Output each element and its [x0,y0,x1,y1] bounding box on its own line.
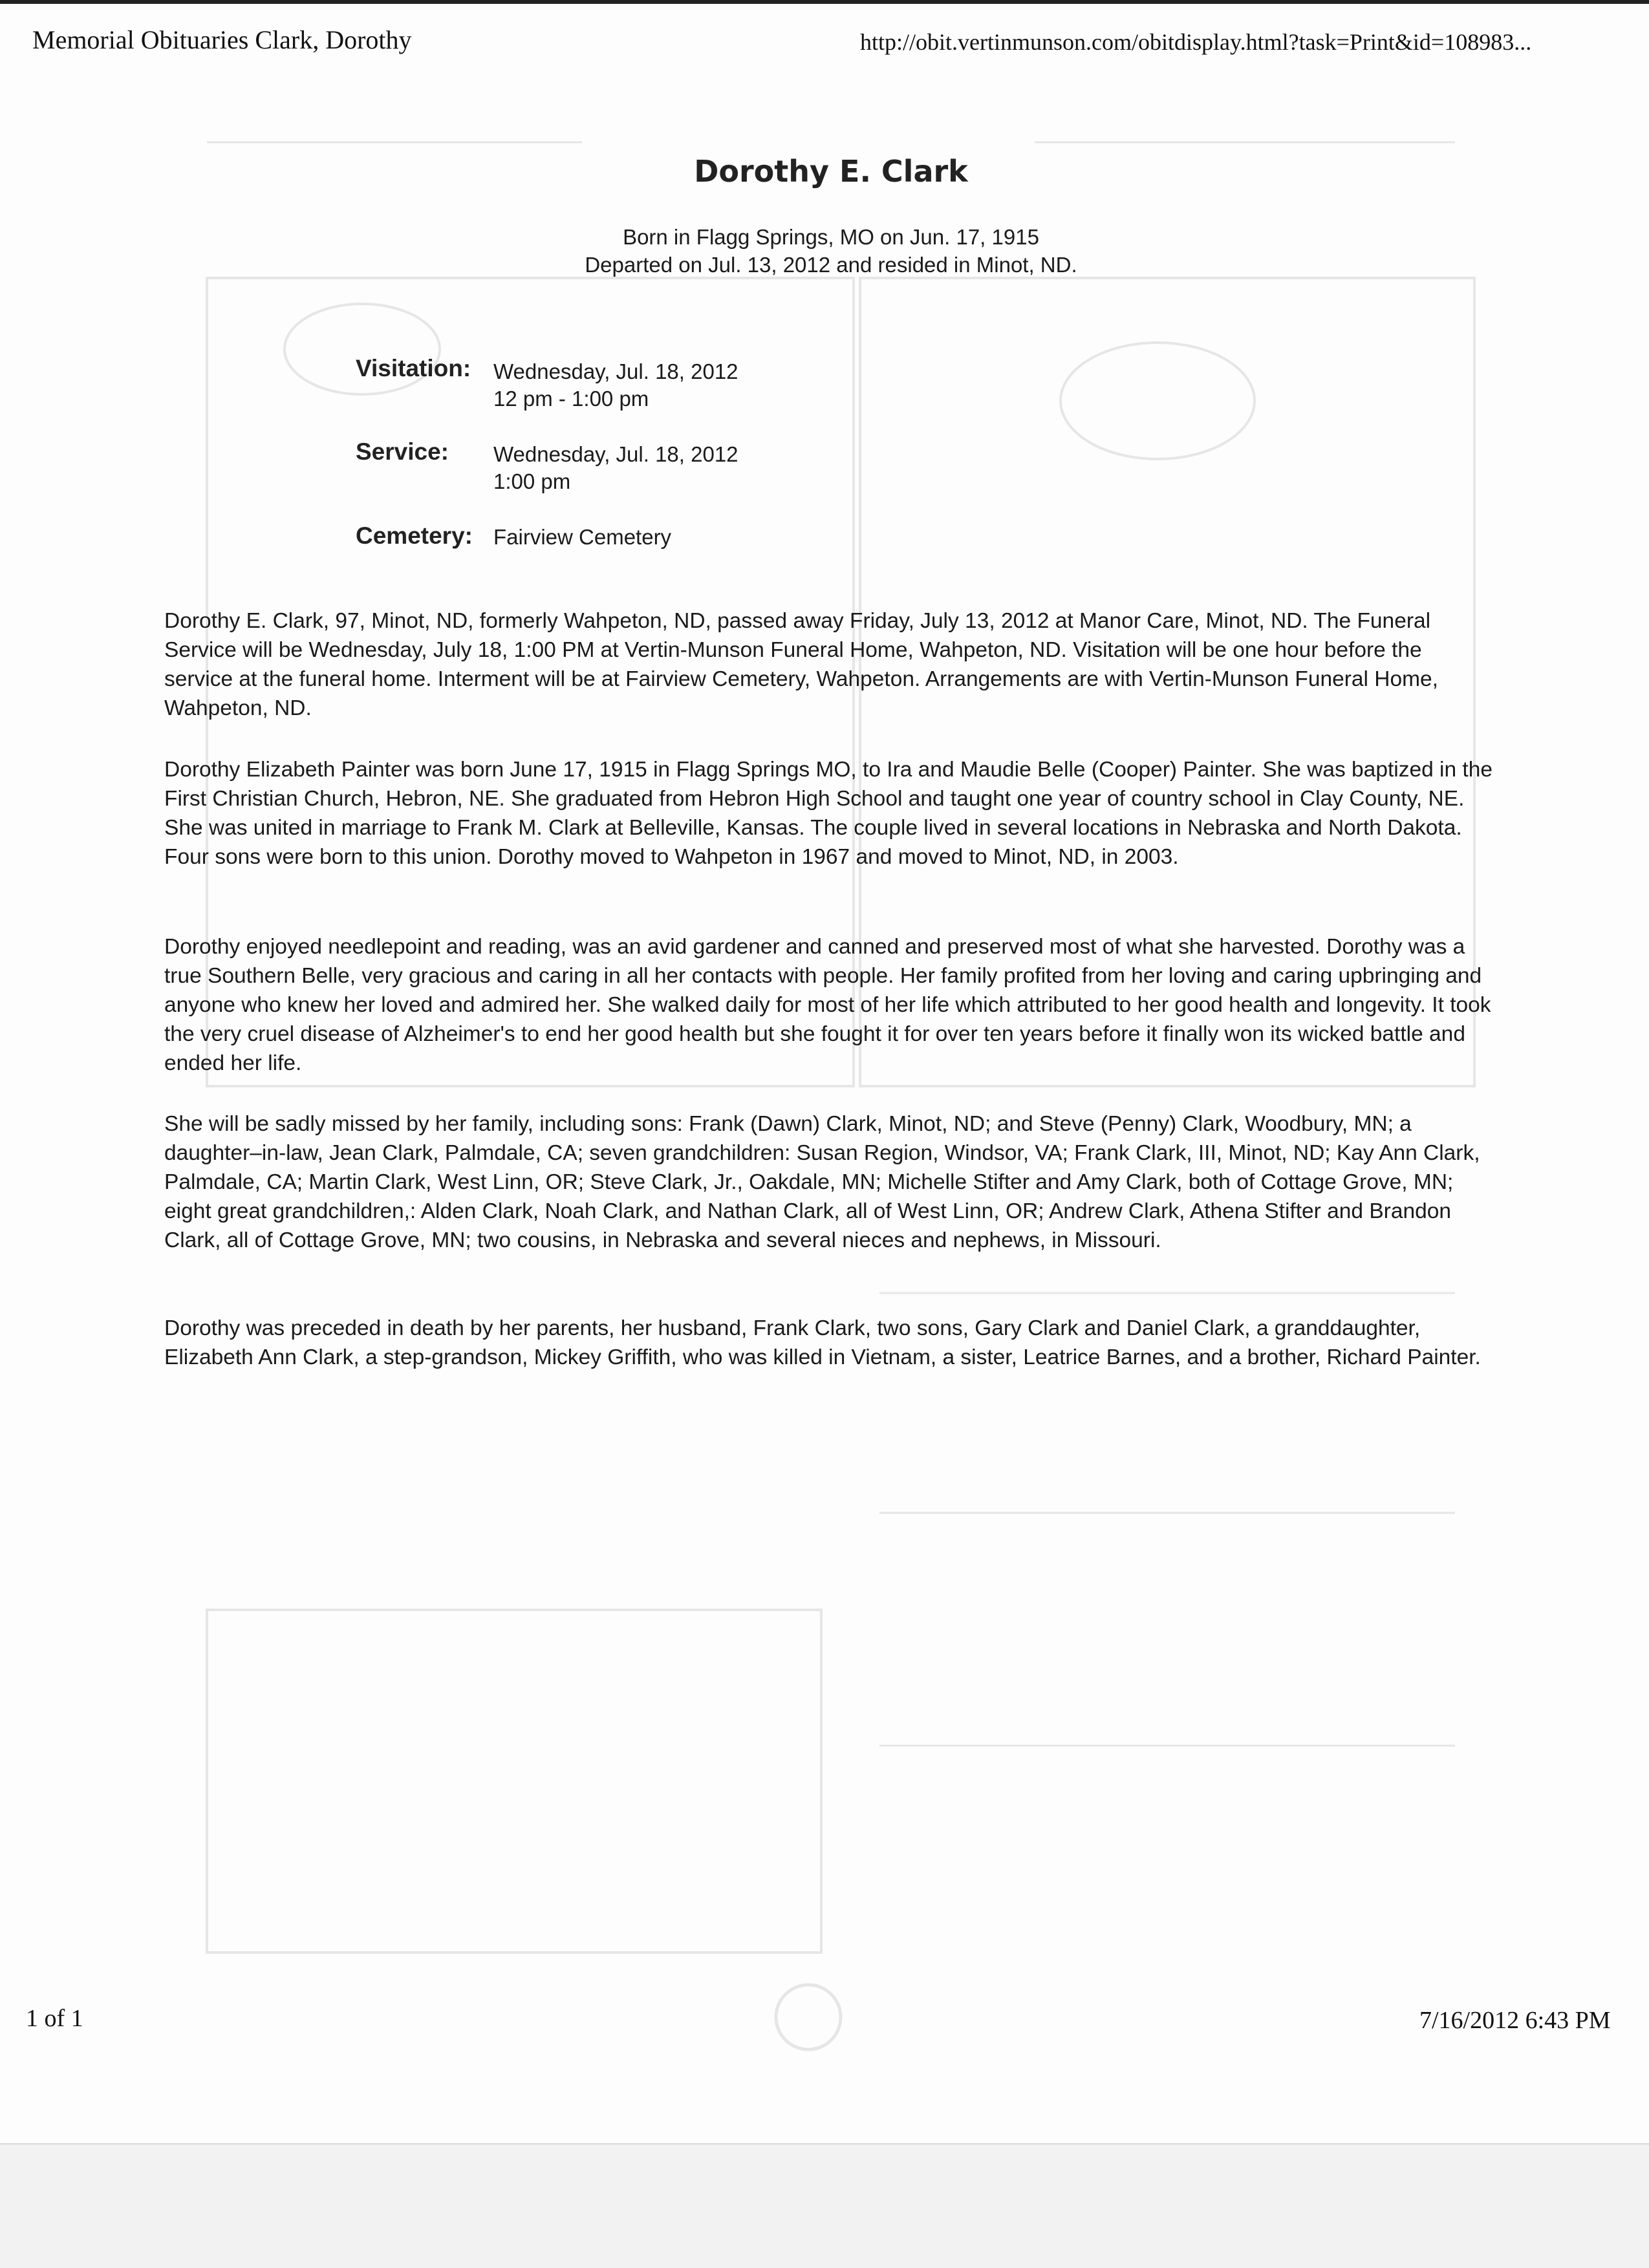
visitation-date: Wednesday, Jul. 18, 2012 [493,359,738,383]
print-header-url[interactable]: http://obit.vertinmunson.com/obitdisplay.html?task=Print&id=108983... [860,29,1532,55]
obituary-paragraph-biography: Dorothy Elizabeth Painter was born June 17, 1915 in Flagg Springs MO, to Ira and Maudie Belle (Cooper) Painter. She was baptized in the First Christian Church, Hebron, NE. She graduated from Hebron High School and taught one year of country school in Clay County, NE. She was united in marriage to Frank M. Clark at Belleville, Kansas. The couple lived in several locations in Nebraska and North Dakota. Four sons were born to this union. Dorothy moved to Wahpeton in 1967 and moved to Minot, ND, in 2003. [164,758,1493,869]
service-label: Service: [356,438,449,465]
obituary-paragraph-arrangements: Dorothy E. Clark, 97, Minot, ND, formerly Wahpeton, ND, passed away Friday, July 13, 2012 at Manor Care, Minot, ND. The Funeral Service will be Wednesday, July 18, 1:00 PM at Vertin-Munson Funeral Home, Wahpeton, ND. Visitation will be one hour before the service at the funeral home. Interment will be at Fairview Cemetery, Wahpeton. Arrangements are with Vertin-Munson Funeral Home, Wahpeton, ND. [164,609,1438,720]
visitation-label: Visitation: [356,355,471,381]
departed-line: Departed on Jul. 13, 2012 and resided in Minot, ND. [585,253,1077,277]
obituary-paragraph-survivors: She will be sadly missed by her family, including sons: Frank (Dawn) Clark, Minot, ND; and Steve (Penny) Clark, Woodbury, MN; a daughter–in-law, Jean Clark, Palmdale, CA; seven grandchildren: Susan Region, Windsor, VA; Frank Clark, III, Minot, ND; Kay Ann Clark, Palmdale, CA; Martin Clark, West Linn, OR; Steve Clark, Jr., Oakdale, MN; Michelle Stifter and Amy Clark, both of Cottage Grove, MN; eight great grandchildren,: Alden Clark, Noah Clark, and Nathan Clark, all of West Linn, OR; Andrew Clark, Athena Stifter and Brandon Clark, all of Cottage Grove, MN; two cousins, in Nebraska and several nieces and nephews, in Missouri. [164,1112,1480,1252]
page-count: 1 of 1 [26,2005,83,2032]
service-time: 1:00 pm [493,469,571,493]
deceased-name: Dorothy E. Clark [694,154,968,189]
print-datetime: 7/16/2012 6:43 PM [1419,2007,1611,2034]
print-header-title: Memorial Obituaries Clark, Dorothy [32,25,412,54]
service-details [493,441,738,495]
obituary-paragraph-life: Dorothy enjoyed needlepoint and reading, was an avid gardener and canned and preserved most of what she harvested. Dorothy was a true Southern Belle, very gracious and caring in all her contacts with people. Her family profited from her loving and caring upbringing and anyone who knew her loved and admired her. She walked daily for most of her life which attributed to her good health and longevity. It took the very cruel disease of Alzheimer's to end her good health but she fought it for over ten years before it finally won its wicked battle and ended her life. [164,935,1491,1075]
cemetery-details [493,524,671,551]
cemetery-label: Cemetery: [356,522,473,549]
visitation-time: 12 pm - 1:00 pm [493,387,649,411]
born-line: Born in Flagg Springs, MO on Jun. 17, 1915 [623,225,1039,249]
scan-margin [0,2143,1649,2268]
visitation-details [493,358,738,412]
cemetery-name: Fairview Cemetery [493,525,672,549]
scan-edge [0,0,1649,4]
service-date: Wednesday, Jul. 18, 2012 [493,442,738,466]
obituary-paragraph-preceded: Dorothy was preceded in death by her parents, her husband, Frank Clark, two sons, Gary Clark and Daniel Clark, a granddaughter, Elizabeth Ann Clark, a step-grandson, Mickey Griffith, who was killed in Vietnam, a sister, Leatrice Barnes, and a brother, Richard Painter. [164,1316,1481,1369]
